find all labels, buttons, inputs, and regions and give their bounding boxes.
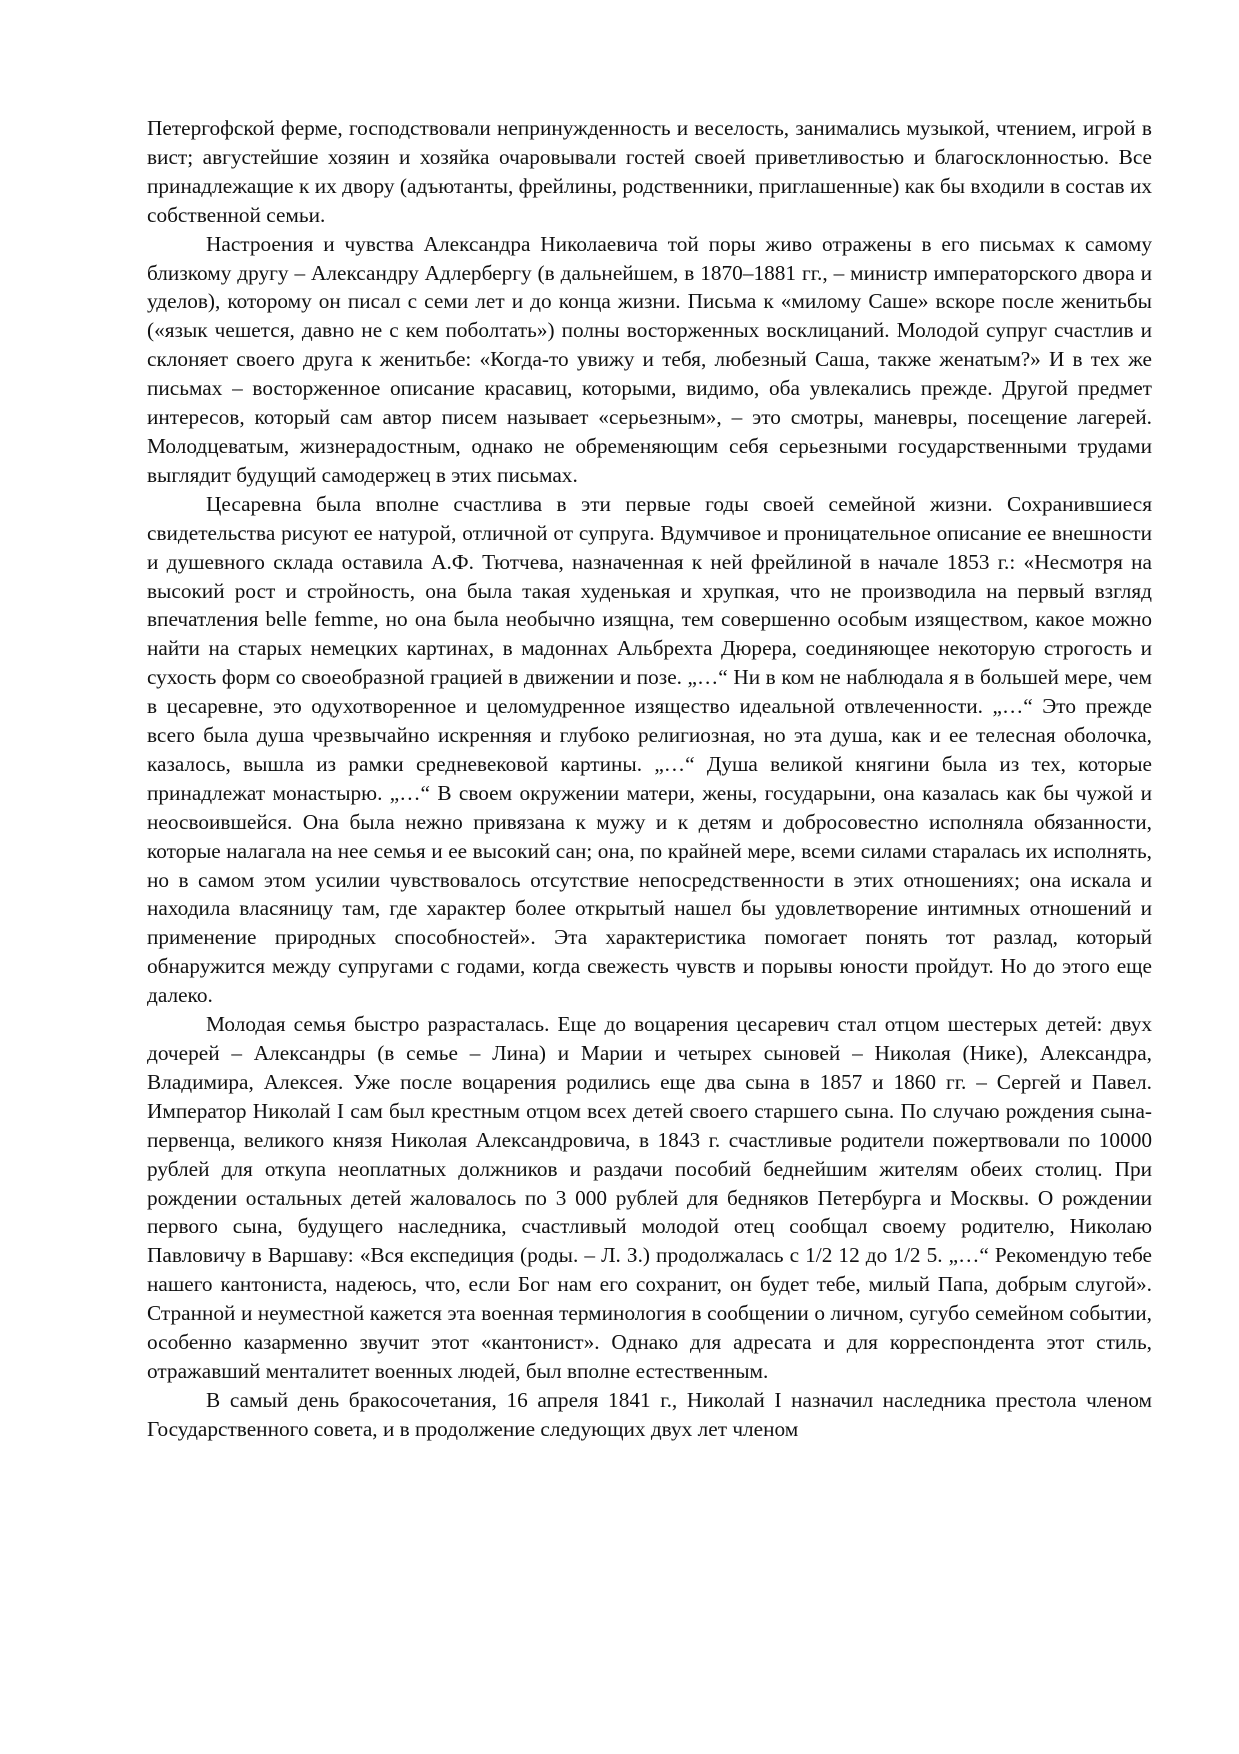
paragraph-1: Петергофской ферме, господствовали непринужденность и веселость, занимались музыкой, чтением, игрой в вист; августейшие хозяин и хозяйка очаровывали гостей своей приветливостью и благосклонностью. Все принадлежащие к их двору (адъютанты, фрейлины, родственники, приглашенные) как бы входили в состав их собственной семьи.	[147, 116, 1152, 227]
document-page	[147, 114, 1152, 1444]
paragraph-2: Настроения и чувства Александра Николаевича той поры живо отражены в его письмах к самому близкому другу – Александру Адлербергу (в дальнейшем, в 1870–1881 гг., – министр императорского двора и уделов), которому он писал с семи лет и до конца жизни. Письма к «милому Саше» вскоре после женитьбы («язык чешется, давно не с кем поболтать») полны восторженных восклицаний. Молодой супруг счастлив и склоняет своего друга к женитьбе: «Когда-то увижу и тебя, любезный Саша, также женатым?» И в тех же письмах – восторженное описание красавиц, которыми, видимо, оба увлекались прежде. Другой предмет интересов, который сам автор писем называет «серьезным», – это смотры, маневры, посещение лагерей. Молодцеватым, жизнерадостным, однако не обременяющим себя серьезными государственными трудами выглядит будущий самодержец в этих письмах.	[147, 231, 1152, 487]
paragraph-3: Цесаревна была вполне счастлива в эти первые годы своей семейной жизни. Сохранившиеся свидетельства рисуют ее натурой, отличной от супруга. Вдумчивое и проницательное описание ее внешности и душевного склада оставила А.Ф. Тютчева, назначенная к ней фрейлиной в начале 1853 г.: «Несмотря на высокий рост и стройность, она была такая худенькая и хрупкая, что не производила на первый взгляд впечатления belle femme, но она была необычно изящна, тем совершенно особым изяществом, какое можно найти на старых немецких картинах, в мадоннах Альбрехта Дюрера, соединяющее некоторую строгость и сухость форм со своеобразной грацией в движении и позе. „…“ Ни в ком не наблюдала я в большей мере, чем в цесаревне, это одухотворенное и целомудренное изящество идеальной отвлеченности. „…“ Это прежде всего была душа чрезвычайно искренняя и глубоко религиозная, но эта душа, как и ее телесная оболочка, казалось, вышла из рамки средневековой картины. „…“ Душа великой княгини была из тех, которые принадлежат монастырю. „…“ В своем окружении матери, жены, государыни, она казалась как бы чужой и неосвоившейся. Она была нежно привязана к мужу и к детям и добросовестно исполняла обязанности, которые налагала на нее семья и ее высокий сан; она, по крайней мере, всеми силами старалась их исполнять, но в самом этом усилии чувствовалось отсутствие непосредственности в этих отношениях; она искала и находила власяницу там, где характер более открытый нашел бы удовлетворение интимных отношений и применение природных способностей». Эта характеристика помогает понять тот разлад, который обнаружится между супругами с годами, когда свежесть чувств и порывы юности пройдут. Но до этого еще далеко.	[147, 491, 1152, 1008]
paragraph-5: В самый день бракосочетания, 16 апреля 1841 г., Николай I назначил наследника престола членом Государственного совета, и в продолжение следующих двух лет членом	[147, 1387, 1152, 1441]
paragraph-4: Молодая семья быстро разрасталась. Еще до воцарения цесаревич стал отцом шестерых детей: двух дочерей – Александры (в семье – Лина) и Марии и четырех сыновей – Николая (Нике), Александра, Владимира, Алексея. Уже после воцарения родились еще два сына в 1857 и 1860 гг. – Сергей и Павел. Император Николай I сам был крестным отцом всех детей своего старшего сына. По случаю рождения сына-первенца, великого князя Николая Александровича, в 1843 г. счастливые родители пожертвовали по 10000 рублей для откупа неоплатных должников и раздачи пособий беднейшим жителям обеих столиц. При рождении остальных детей жаловалось по 3 000 рублей для бедняков Петербурга и Москвы. О рождении первого сына, будущего наследника, счастливый молодой отец сообщал своему родителю, Николаю Павловичу в Варшаву: «Вся експедиция (роды. – Л. З.) продолжалась с 1/2 12 до 1/2 5. „…“ Рекомендую тебе нашего кантониста, надеюсь, что, если Бог нам его сохранит, он будет тебе, милый Папа, добрым слугой». Странной и неуместной кажется эта военная терминология в сообщении о личном, сугубо семейном событии, особенно казарменно звучит этот «кантонист». Однако для адресата и для корреспондента этот стиль, отражавший менталитет военных людей, был вполне естественным.	[147, 1012, 1152, 1383]
